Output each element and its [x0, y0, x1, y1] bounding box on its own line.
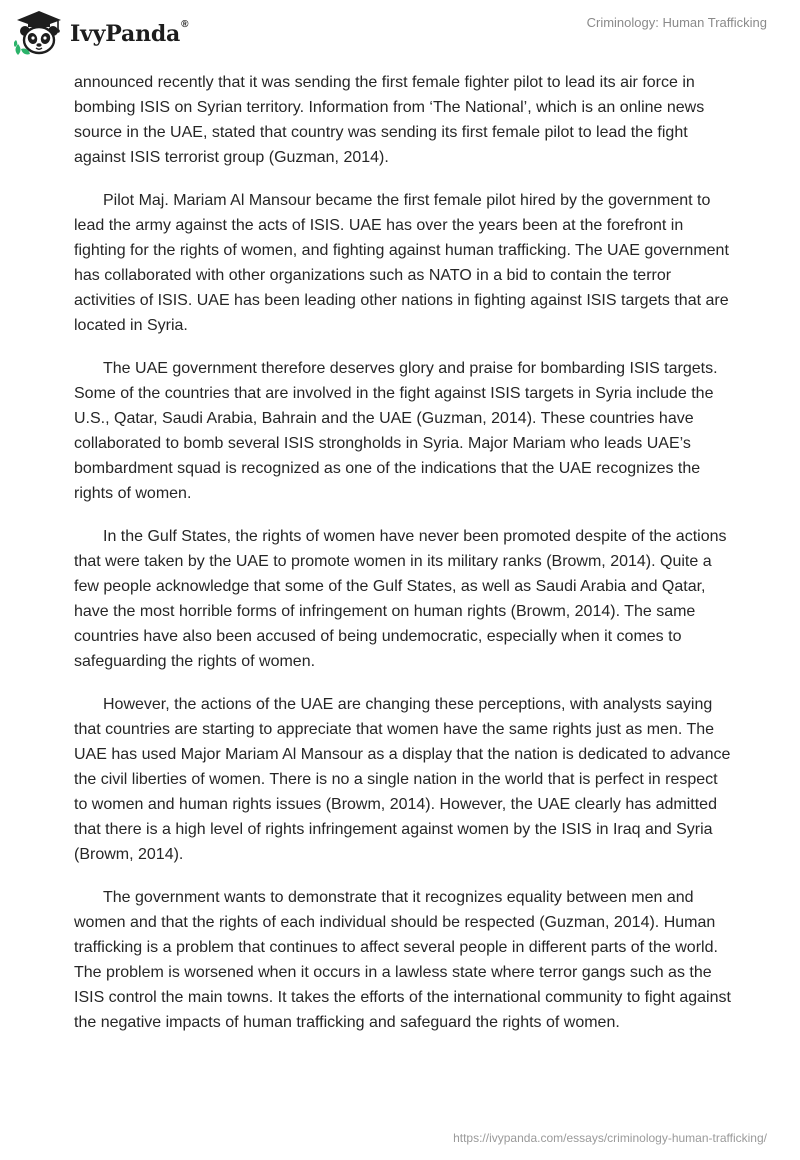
paragraph: Pilot Maj. Mariam Al Mansour became the first female pilot hired by the government to lead the army against the acts of ISIS. UAE has over the years been at the forefront in fighting for the rights of women, and fighting against human trafficking. The UAE government has collaborated with other organizations such as NATO in a bid to contain the terror activities of ISIS. UAE has been leading other nations in fighting against ISIS targets that are located in Syria.	[74, 192, 729, 334]
page-header	[0, 0, 800, 70]
paragraph: The UAE government therefore deserves glory and praise for bombarding ISIS targets. Some of the countries that are involved in the fight against ISIS targets in Syria include the U.S., Qatar, Saudi Arabia, Bahrain and the UAE (Guzman, 2014). These countries have collaborated to bomb several ISIS strongholds in Syria. Major Mariam who leads UAE’s bombardment squad is recognized as one of the indications that the UAE recognizes the rights of women.	[74, 360, 718, 502]
paragraph: announced recently that it was sending the first female fighter pilot to lead its air force in bombing ISIS on Syrian territory. Information from ‘The National’, which is an online news source in the UAE, stated that country was sending its first female pilot to lead the fight against ISIS terrorist group (Guzman, 2014).	[74, 74, 705, 166]
logo-wordmark: IvyPanda®	[70, 19, 189, 47]
ivypanda-logo[interactable]	[14, 10, 188, 56]
essay-body	[74, 70, 734, 1053]
paragraph: The government wants to demonstrate that it recognizes equality between men and women and that the rights of each individual should be respected (Guzman, 2014). Human trafficking is a problem that continues to affect several people in different parts of the world. The problem is worsened when it occurs in a lawless state where terror gangs such as the ISIS control the main towns. It takes the efforts of the international community to fight against the negative impacts of human trafficking and safeguard the rights of women.	[74, 889, 731, 1031]
paragraph: In the Gulf States, the rights of women have never been promoted despite of the actions that were taken by the UAE to promote women in its military ranks (Browm, 2014). Quite a few people acknowledge that some of the Gulf States, as well as Saudi Arabia and Qatar, have the most horrible forms of infringement on human rights (Browm, 2014). The same countries have also been accused of being undemocratic, especially when it comes to safeguarding the rights of women.	[74, 528, 727, 670]
panda-graduate-icon	[14, 10, 64, 56]
running-title: Criminology: Human Trafficking	[586, 15, 767, 30]
paragraph: However, the actions of the UAE are changing these perceptions, with analysts saying that countries are starting to appreciate that women have the same rights just as men. The UAE has used Major Mariam Al Mansour as a display that the nation is dedicated to advance the civil liberties of women. There is no a single nation in the world that is perfect in respect to women and human rights issues (Browm, 2014). However, the UAE clearly has admitted that there is a high level of rights infringement against women by the ISIS in Iraq and Syria (Browm, 2014).	[74, 696, 731, 863]
source-url[interactable]: https://ivypanda.com/essays/criminology-human-trafficking/	[453, 1131, 767, 1145]
registered-mark: ®	[181, 19, 189, 30]
